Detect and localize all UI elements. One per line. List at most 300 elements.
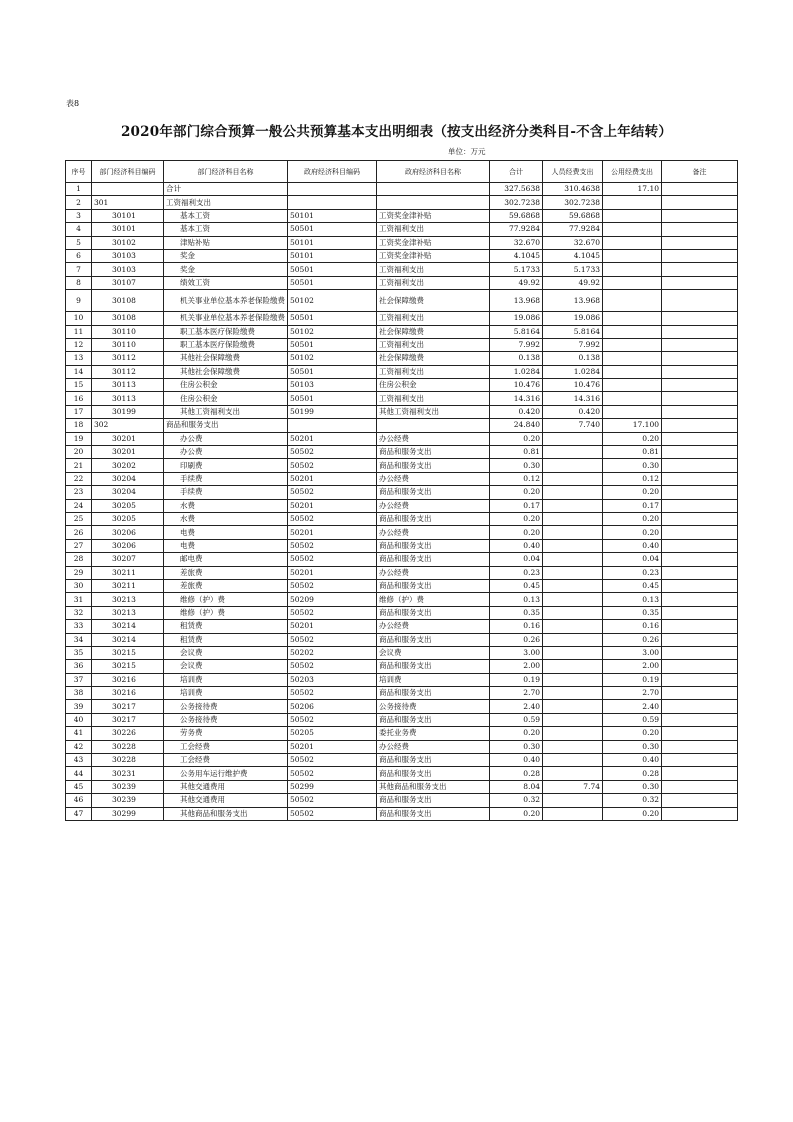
cell-personnel: 10.476	[543, 379, 603, 392]
cell-personnel: 13.968	[543, 290, 603, 312]
header-gov-name: 政府经济科目名称	[377, 161, 490, 183]
table-row	[66, 687, 738, 700]
cell-gov-code: 50502	[288, 633, 377, 646]
cell-public	[603, 209, 662, 222]
cell-personnel	[543, 713, 603, 726]
cell-public	[603, 405, 662, 418]
table-row	[66, 740, 738, 753]
cell-dept-name: 公务接待费	[164, 700, 288, 713]
cell-dept-code: 30239	[92, 780, 164, 793]
cell-dept-code: 30214	[92, 620, 164, 633]
cell-remarks	[662, 754, 738, 767]
cell-dept-name: 其他商品和服务支出	[164, 807, 288, 820]
cell-total: 0.30	[490, 459, 543, 472]
cell-gov-name: 商品和服务支出	[377, 633, 490, 646]
cell-remarks	[662, 687, 738, 700]
cell-public: 0.59	[603, 713, 662, 726]
cell-dept-name: 办公费	[164, 432, 288, 445]
cell-dept-name: 商品和服务支出	[164, 419, 288, 432]
cell-dept-name: 电费	[164, 539, 288, 552]
cell-remarks	[662, 512, 738, 525]
cell-gov-code: 50101	[288, 236, 377, 249]
cell-dept-code: 30113	[92, 392, 164, 405]
cell-dept-name: 其他社会保障缴费	[164, 365, 288, 378]
cell-remarks	[662, 472, 738, 485]
cell-dept-code: 30110	[92, 338, 164, 351]
cell-personnel	[543, 606, 603, 619]
cell-personnel	[543, 539, 603, 552]
cell-gov-name: 社会保障缴费	[377, 325, 490, 338]
cell-index: 15	[66, 379, 92, 392]
cell-public: 0.17	[603, 499, 662, 512]
cell-gov-name: 商品和服务支出	[377, 512, 490, 525]
table-row	[66, 713, 738, 726]
table-row	[66, 700, 738, 713]
cell-index: 11	[66, 325, 92, 338]
cell-dept-name: 租赁费	[164, 620, 288, 633]
cell-personnel: 310.4638	[543, 183, 603, 196]
cell-index: 3	[66, 209, 92, 222]
table-row	[66, 209, 738, 222]
cell-dept-name: 差旅费	[164, 579, 288, 592]
cell-public	[603, 196, 662, 209]
cell-total: 5.1733	[490, 263, 543, 276]
header-dept-code: 部门经济科目编码	[92, 161, 164, 183]
cell-personnel: 49.92	[543, 276, 603, 289]
cell-remarks	[662, 392, 738, 405]
cell-personnel: 5.8164	[543, 325, 603, 338]
cell-dept-name: 水费	[164, 512, 288, 525]
cell-total: 24.840	[490, 419, 543, 432]
cell-dept-code: 30205	[92, 512, 164, 525]
table-row	[66, 365, 738, 378]
cell-gov-name: 公务接待费	[377, 700, 490, 713]
cell-dept-code: 30214	[92, 633, 164, 646]
header-remarks: 备注	[662, 161, 738, 183]
table-row	[66, 379, 738, 392]
cell-dept-code: 30213	[92, 593, 164, 606]
cell-gov-name: 办公经费	[377, 526, 490, 539]
cell-personnel	[543, 740, 603, 753]
cell-dept-code: 30204	[92, 486, 164, 499]
cell-dept-code: 30206	[92, 526, 164, 539]
cell-gov-code: 50501	[288, 365, 377, 378]
table-row	[66, 767, 738, 780]
cell-gov-name: 办公经费	[377, 740, 490, 753]
cell-personnel	[543, 767, 603, 780]
cell-index: 17	[66, 405, 92, 418]
cell-personnel	[543, 566, 603, 579]
cell-gov-name: 商品和服务支出	[377, 754, 490, 767]
cell-dept-name: 机关事业单位基本养老保险缴费	[164, 290, 288, 312]
cell-remarks	[662, 579, 738, 592]
header-index: 序号	[66, 161, 92, 183]
cell-total: 0.04	[490, 553, 543, 566]
cell-personnel	[543, 553, 603, 566]
table-header-row	[66, 161, 738, 183]
cell-gov-code: 50201	[288, 620, 377, 633]
cell-remarks	[662, 539, 738, 552]
cell-gov-code: 50102	[288, 352, 377, 365]
expenditure-detail-table	[65, 160, 738, 821]
cell-dept-code: 30112	[92, 365, 164, 378]
cell-remarks	[662, 249, 738, 262]
cell-dept-code: 30216	[92, 687, 164, 700]
cell-total: 49.92	[490, 276, 543, 289]
cell-public	[603, 290, 662, 312]
table-row	[66, 606, 738, 619]
cell-gov-name: 商品和服务支出	[377, 486, 490, 499]
cell-gov-name: 商品和服务支出	[377, 687, 490, 700]
cell-gov-name	[377, 196, 490, 209]
table-row	[66, 459, 738, 472]
cell-public	[603, 365, 662, 378]
cell-personnel: 77.9284	[543, 223, 603, 236]
cell-remarks	[662, 740, 738, 753]
table-row	[66, 486, 738, 499]
cell-gov-code: 50501	[288, 263, 377, 276]
cell-dept-name: 合计	[164, 183, 288, 196]
cell-public: 0.40	[603, 754, 662, 767]
cell-dept-name: 水费	[164, 499, 288, 512]
cell-dept-code: 30113	[92, 379, 164, 392]
table-row	[66, 673, 738, 686]
table-row	[66, 539, 738, 552]
cell-remarks	[662, 379, 738, 392]
cell-gov-name: 工资福利支出	[377, 338, 490, 351]
cell-public: 3.00	[603, 646, 662, 659]
table-row	[66, 646, 738, 659]
cell-dept-code: 302	[92, 419, 164, 432]
cell-remarks	[662, 459, 738, 472]
document-title: 2020年部门综合预算一般公共预算基本支出明细表（按支出经济分类科目-不含上年结转）	[120, 124, 673, 140]
cell-gov-code: 50502	[288, 553, 377, 566]
cell-dept-name: 住房公积金	[164, 379, 288, 392]
cell-gov-name: 商品和服务支出	[377, 579, 490, 592]
cell-personnel	[543, 794, 603, 807]
cell-total: 10.476	[490, 379, 543, 392]
table-row	[66, 566, 738, 579]
cell-index: 10	[66, 312, 92, 325]
cell-dept-name: 差旅费	[164, 566, 288, 579]
cell-gov-code: 50502	[288, 807, 377, 820]
cell-dept-name: 邮电费	[164, 553, 288, 566]
cell-public: 0.12	[603, 472, 662, 485]
cell-total: 0.12	[490, 472, 543, 485]
cell-dept-name: 会议费	[164, 646, 288, 659]
cell-total: 302.7238	[490, 196, 543, 209]
cell-dept-code: 30239	[92, 794, 164, 807]
cell-personnel	[543, 472, 603, 485]
cell-personnel	[543, 633, 603, 646]
cell-total: 0.420	[490, 405, 543, 418]
cell-dept-code	[92, 183, 164, 196]
cell-dept-code: 30231	[92, 767, 164, 780]
cell-dept-name: 机关事业单位基本养老保险缴费	[164, 312, 288, 325]
cell-dept-code: 30108	[92, 312, 164, 325]
cell-gov-code: 50501	[288, 312, 377, 325]
cell-index: 39	[66, 700, 92, 713]
cell-gov-name	[377, 419, 490, 432]
cell-personnel: 0.138	[543, 352, 603, 365]
cell-dept-code: 301	[92, 196, 164, 209]
cell-total: 59.6868	[490, 209, 543, 222]
cell-personnel	[543, 754, 603, 767]
cell-dept-code: 30206	[92, 539, 164, 552]
cell-total: 19.086	[490, 312, 543, 325]
header-gov-code: 政府经济科目编码	[288, 161, 377, 183]
cell-gov-name: 工资福利支出	[377, 223, 490, 236]
cell-index: 31	[66, 593, 92, 606]
cell-dept-name: 会议费	[164, 660, 288, 673]
cell-index: 41	[66, 727, 92, 740]
cell-total: 0.138	[490, 352, 543, 365]
cell-total: 0.30	[490, 740, 543, 753]
cell-gov-code: 50206	[288, 700, 377, 713]
cell-dept-code: 30108	[92, 290, 164, 312]
table-row	[66, 794, 738, 807]
cell-gov-name: 商品和服务支出	[377, 660, 490, 673]
cell-dept-code: 30202	[92, 459, 164, 472]
cell-gov-code: 50502	[288, 486, 377, 499]
cell-total: 0.13	[490, 593, 543, 606]
cell-personnel	[543, 486, 603, 499]
cell-gov-code: 50201	[288, 526, 377, 539]
cell-gov-code: 50205	[288, 727, 377, 740]
cell-index: 32	[66, 606, 92, 619]
cell-remarks	[662, 499, 738, 512]
cell-gov-code: 50102	[288, 290, 377, 312]
cell-public: 0.20	[603, 526, 662, 539]
cell-dept-name: 其他交通费用	[164, 794, 288, 807]
cell-gov-name: 工资奖金津补贴	[377, 236, 490, 249]
cell-dept-code: 30228	[92, 740, 164, 753]
cell-public: 17.10	[603, 183, 662, 196]
cell-total: 0.32	[490, 794, 543, 807]
cell-dept-name: 工会经费	[164, 740, 288, 753]
cell-dept-name: 工资福利支出	[164, 196, 288, 209]
cell-personnel	[543, 660, 603, 673]
cell-public: 0.23	[603, 566, 662, 579]
cell-public: 0.81	[603, 446, 662, 459]
cell-gov-code: 50202	[288, 646, 377, 659]
cell-gov-name: 商品和服务支出	[377, 794, 490, 807]
cell-gov-name: 商品和服务支出	[377, 553, 490, 566]
table-row	[66, 727, 738, 740]
cell-index: 28	[66, 553, 92, 566]
cell-index: 37	[66, 673, 92, 686]
cell-index: 23	[66, 486, 92, 499]
cell-remarks	[662, 196, 738, 209]
cell-remarks	[662, 183, 738, 196]
cell-dept-name: 电费	[164, 526, 288, 539]
cell-public: 0.35	[603, 606, 662, 619]
cell-gov-name: 商品和服务支出	[377, 446, 490, 459]
cell-personnel: 19.086	[543, 312, 603, 325]
cell-remarks	[662, 338, 738, 351]
cell-gov-name: 工资奖金津补贴	[377, 209, 490, 222]
cell-remarks	[662, 290, 738, 312]
cell-dept-name: 公务用车运行维护费	[164, 767, 288, 780]
cell-total: 0.59	[490, 713, 543, 726]
cell-personnel	[543, 700, 603, 713]
cell-dept-name: 手续费	[164, 472, 288, 485]
cell-remarks	[662, 566, 738, 579]
cell-remarks	[662, 486, 738, 499]
cell-public	[603, 325, 662, 338]
cell-dept-code: 30211	[92, 579, 164, 592]
cell-index: 43	[66, 754, 92, 767]
cell-total: 8.04	[490, 780, 543, 793]
cell-gov-name	[377, 183, 490, 196]
cell-total: 327.5638	[490, 183, 543, 196]
cell-total: 0.16	[490, 620, 543, 633]
cell-index: 47	[66, 807, 92, 820]
cell-public	[603, 352, 662, 365]
cell-public: 0.04	[603, 553, 662, 566]
cell-index: 1	[66, 183, 92, 196]
cell-total: 1.0284	[490, 365, 543, 378]
cell-public	[603, 379, 662, 392]
cell-dept-name: 手续费	[164, 486, 288, 499]
cell-public	[603, 338, 662, 351]
cell-public	[603, 223, 662, 236]
cell-dept-code: 30101	[92, 223, 164, 236]
cell-dept-code: 30215	[92, 646, 164, 659]
table-row	[66, 249, 738, 262]
table-row	[66, 276, 738, 289]
cell-gov-name: 办公经费	[377, 499, 490, 512]
cell-dept-code: 30103	[92, 249, 164, 262]
cell-index: 45	[66, 780, 92, 793]
table-row	[66, 223, 738, 236]
cell-personnel	[543, 807, 603, 820]
table-row	[66, 499, 738, 512]
cell-gov-code: 50201	[288, 740, 377, 753]
cell-dept-code: 30199	[92, 405, 164, 418]
cell-gov-name: 办公经费	[377, 566, 490, 579]
cell-total: 2.00	[490, 660, 543, 673]
cell-public: 2.00	[603, 660, 662, 673]
cell-gov-name: 工资福利支出	[377, 276, 490, 289]
table-row	[66, 290, 738, 312]
cell-dept-name: 劳务费	[164, 727, 288, 740]
cell-gov-code: 50501	[288, 276, 377, 289]
cell-index: 22	[66, 472, 92, 485]
cell-gov-name: 商品和服务支出	[377, 459, 490, 472]
cell-gov-code: 50502	[288, 687, 377, 700]
cell-dept-name: 基本工资	[164, 209, 288, 222]
cell-dept-name: 培训费	[164, 687, 288, 700]
cell-remarks	[662, 223, 738, 236]
cell-gov-code: 50201	[288, 499, 377, 512]
cell-dept-code: 30215	[92, 660, 164, 673]
cell-remarks	[662, 325, 738, 338]
cell-gov-code: 50501	[288, 223, 377, 236]
table-row	[66, 419, 738, 432]
cell-gov-name: 工资福利支出	[377, 312, 490, 325]
cell-remarks	[662, 633, 738, 646]
cell-index: 34	[66, 633, 92, 646]
cell-gov-code: 50103	[288, 379, 377, 392]
cell-remarks	[662, 700, 738, 713]
table-row	[66, 754, 738, 767]
cell-gov-code: 50209	[288, 593, 377, 606]
cell-gov-code: 50502	[288, 579, 377, 592]
cell-dept-name: 其他社会保障缴费	[164, 352, 288, 365]
cell-gov-name: 培训费	[377, 673, 490, 686]
cell-gov-code: 50501	[288, 392, 377, 405]
cell-dept-name: 维修（护）费	[164, 606, 288, 619]
table-row	[66, 512, 738, 525]
cell-total: 0.20	[490, 526, 543, 539]
cell-gov-code: 50101	[288, 249, 377, 262]
cell-gov-name: 工资福利支出	[377, 392, 490, 405]
cell-dept-name: 工会经费	[164, 754, 288, 767]
cell-index: 8	[66, 276, 92, 289]
cell-personnel: 32.670	[543, 236, 603, 249]
cell-personnel: 4.1045	[543, 249, 603, 262]
cell-public: 0.20	[603, 512, 662, 525]
table-row	[66, 196, 738, 209]
cell-remarks	[662, 236, 738, 249]
table-row	[66, 263, 738, 276]
cell-personnel	[543, 673, 603, 686]
cell-total: 0.28	[490, 767, 543, 780]
cell-index: 12	[66, 338, 92, 351]
cell-gov-code	[288, 196, 377, 209]
cell-gov-name: 住房公积金	[377, 379, 490, 392]
cell-index: 4	[66, 223, 92, 236]
cell-total: 0.20	[490, 512, 543, 525]
cell-personnel	[543, 526, 603, 539]
cell-personnel	[543, 727, 603, 740]
cell-total: 14.316	[490, 392, 543, 405]
cell-public	[603, 392, 662, 405]
cell-dept-code: 30213	[92, 606, 164, 619]
cell-dept-name: 租赁费	[164, 633, 288, 646]
cell-total: 13.968	[490, 290, 543, 312]
cell-remarks	[662, 526, 738, 539]
cell-personnel	[543, 459, 603, 472]
cell-index: 16	[66, 392, 92, 405]
cell-index: 29	[66, 566, 92, 579]
cell-dept-name: 其他工资福利支出	[164, 405, 288, 418]
cell-gov-code: 50502	[288, 446, 377, 459]
table-row	[66, 620, 738, 633]
cell-index: 30	[66, 579, 92, 592]
cell-dept-code: 30217	[92, 700, 164, 713]
table-row	[66, 325, 738, 338]
cell-index: 19	[66, 432, 92, 445]
cell-index: 42	[66, 740, 92, 753]
cell-gov-code: 50501	[288, 338, 377, 351]
cell-public: 0.20	[603, 807, 662, 820]
cell-gov-code: 50502	[288, 754, 377, 767]
cell-gov-name: 办公经费	[377, 432, 490, 445]
cell-remarks	[662, 673, 738, 686]
cell-dept-name: 公务接待费	[164, 713, 288, 726]
cell-remarks	[662, 807, 738, 820]
cell-personnel: 7.740	[543, 419, 603, 432]
cell-gov-code: 50502	[288, 512, 377, 525]
cell-total: 32.670	[490, 236, 543, 249]
cell-gov-code: 50201	[288, 432, 377, 445]
cell-index: 14	[66, 365, 92, 378]
cell-personnel: 14.316	[543, 392, 603, 405]
cell-gov-code: 50502	[288, 767, 377, 780]
cell-gov-name: 社会保障缴费	[377, 352, 490, 365]
